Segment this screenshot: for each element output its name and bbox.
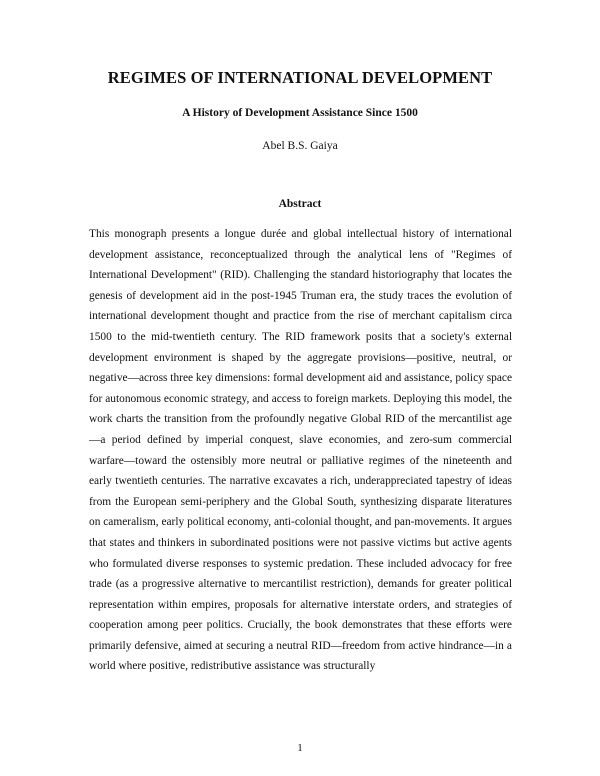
page-number: 1 <box>297 742 303 754</box>
abstract-heading: Abstract <box>278 198 322 210</box>
document-subtitle: A History of Development Assistance Since 1500 <box>182 107 418 119</box>
document-title: REGIMES OF INTERNATIONAL DEVELOPMENT <box>107 68 493 87</box>
abstract-paragraph: This monograph presents a longue durée and global intellectual history of international development assistance, reconceptualized through the analytical lens of "Regimes of International Development" (RID). Challenging the standard historiography that locates the genesis of development aid in the post-1945 Truman era, the study traces the evolution of international development thought and practice from the rise of merchant capitalism circa 1500 to the mid-twentieth century. The RID framework posits that a society's external development environment is shaped by the aggregate provisions—positive, neutral, or negative—across three key dimensions: formal development aid and assistance, policy space for autonomous economic strategy, and access to foreign markets. Deploying this model, the work charts the transition from the profoundly negative Global RID of the mercantilist age—a period defined by imperial conquest, slave economies, and zero-sum commercial warfare—toward the ostensibly more neutral or palliative regimes of the nineteenth and early twentieth centuries. The narrative excavates a rich, underappreciated tapestry of ideas from the European semi-periphery and the Global South, synthesizing disparate literatures on cameralism, early political economy, anti-colonial thought, and pan-movements. It argues that states and thinkers in subordinated positions were not passive victims but active agents who formulated diverse responses to systemic predation. These included advocacy for free trade (as a progressive alternative to mercantilist restriction), demands for greater political representation within empires, proposals for alternative interstate orders, and strategies of cooperation among peer politics. Crucially, the book demonstrates that these efforts were primarily defensive, aimed at securing a neutral RID—freedom from active hindrance—in a world where positive, redistributive assistance was structurally <box>89 228 512 673</box>
author-name: Abel B.S. Gaiya <box>262 140 338 152</box>
